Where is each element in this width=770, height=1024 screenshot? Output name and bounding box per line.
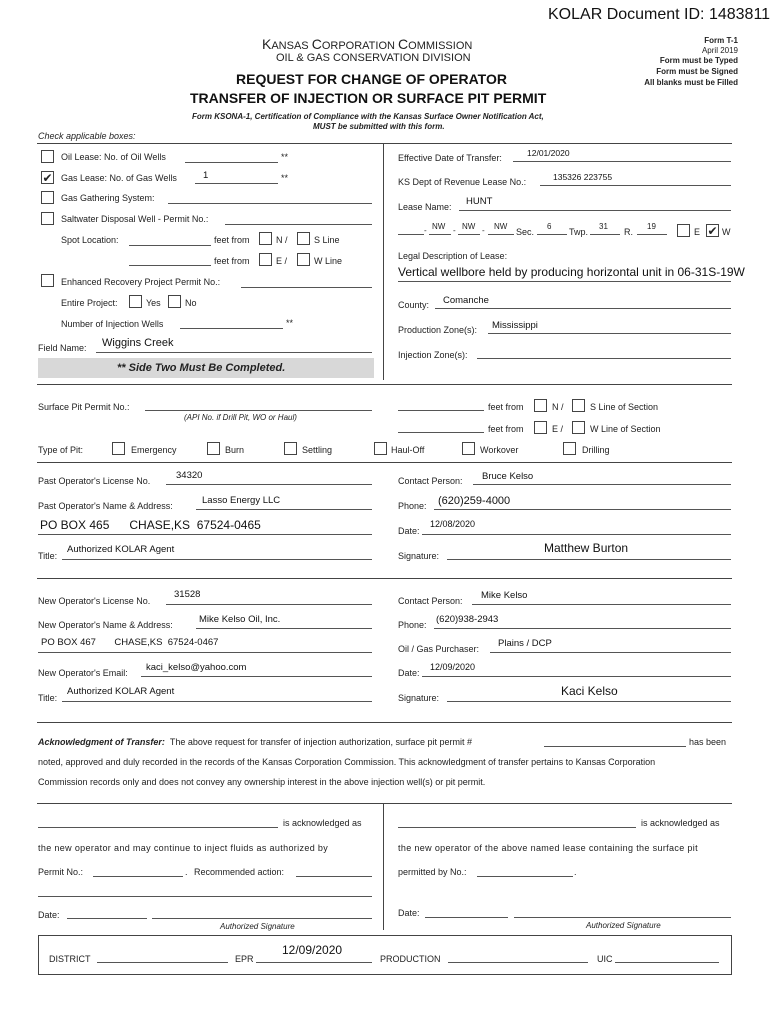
sec-value[interactable]: 6	[547, 222, 552, 231]
division-name: OIL & GAS CONSERVATION DIVISION	[276, 52, 471, 64]
form-title-1: REQUEST FOR CHANGE OF OPERATOR	[236, 71, 507, 87]
gas-gathering-checkbox[interactable]	[41, 191, 54, 204]
production-zone-underline	[488, 333, 731, 334]
legal-description-underline	[398, 281, 731, 282]
pit-type-burn-label: Burn	[225, 445, 245, 455]
past-name-underline	[196, 509, 372, 510]
quarter-1-underline	[429, 234, 451, 235]
past-signature-label: Signature:	[398, 551, 440, 561]
past-phone-value[interactable]: (620)259-4000	[438, 495, 511, 507]
pit-type-settling-checkbox[interactable]	[284, 442, 297, 455]
right-auth-signature-label: Authorized Signature	[586, 921, 661, 930]
purchaser-underline	[490, 652, 731, 653]
past-license-label: Past Operator's License No.	[38, 476, 151, 486]
past-phone-label: Phone:	[398, 501, 427, 511]
past-license-value[interactable]: 34320	[176, 470, 203, 481]
pit-type-hauloff-checkbox[interactable]	[374, 442, 387, 455]
section-divider	[37, 803, 732, 804]
new-signature-value[interactable]: Kaci Kelso	[561, 684, 618, 698]
new-license-value[interactable]: 31528	[174, 589, 201, 600]
qqq-blank[interactable]	[398, 234, 424, 235]
new-license-underline	[166, 604, 372, 605]
lease-name-underline	[459, 210, 731, 211]
new-signature-underline	[447, 701, 731, 702]
side-two-note: ** Side Two Must Be Completed.	[117, 362, 286, 374]
past-license-underline	[166, 484, 372, 485]
range-w-checkbox[interactable]	[706, 224, 719, 237]
pit-type-burn-checkbox[interactable]	[207, 442, 220, 455]
agency-name: KANSAS CORPORATION COMMISSION	[262, 36, 473, 52]
pit-type-drilling-label: Drilling	[582, 445, 610, 455]
ksdr-lease-label: KS Dept of Revenue Lease No.:	[398, 177, 527, 187]
twp-label: Twp.	[569, 227, 589, 237]
past-phone-underline	[434, 509, 731, 510]
past-date-label: Date:	[398, 526, 420, 536]
production-field[interactable]	[448, 962, 588, 963]
past-contact-value[interactable]: Bruce Kelso	[482, 471, 534, 482]
effective-date-underline	[513, 161, 731, 162]
recommended-action-field[interactable]	[296, 876, 372, 877]
spot-w-label: W Line	[314, 256, 343, 266]
legal-description-value[interactable]: Vertical wellbore held by producing horizontal unit in 06-31S-19W	[398, 265, 745, 279]
spot-ew-feet-field[interactable]	[129, 265, 211, 266]
uic-label: UIC	[597, 954, 613, 964]
past-title-value[interactable]: Authorized KOLAR Agent	[67, 544, 175, 555]
gas-wells-field[interactable]	[195, 183, 278, 184]
past-signature-value[interactable]: Matthew Burton	[544, 541, 629, 555]
production-label: PRODUCTION	[380, 954, 441, 964]
eor-label: Enhanced Recovery Project Permit No.:	[61, 277, 221, 287]
eor-checkbox[interactable]	[41, 274, 54, 287]
county-label: County:	[398, 300, 430, 310]
pit-feet-from-1: feet from	[488, 402, 524, 412]
injection-zone-field[interactable]	[477, 358, 731, 359]
oil-wells-field[interactable]	[185, 162, 278, 163]
gas-gathering-label: Gas Gathering System:	[61, 193, 155, 203]
gas-lease-label: Gas Lease: No. of Gas Wells	[61, 173, 177, 183]
range-value[interactable]: 19	[647, 222, 656, 231]
pit-type-hauloff-label: Haul-Off	[391, 445, 425, 455]
pit-ns-feet-field[interactable]	[398, 410, 484, 411]
pit-feet-from-2: feet from	[488, 424, 524, 434]
past-date-value[interactable]: 12/08/2020	[430, 519, 476, 529]
new-contact-value[interactable]: Mike Kelso	[481, 590, 528, 601]
new-email-underline	[141, 676, 372, 677]
lease-name-label: Lease Name:	[398, 202, 452, 212]
left-date-field[interactable]	[67, 918, 147, 919]
pit-permit-label: Surface Pit Permit No.:	[38, 402, 130, 412]
ack-paragraph-1: Acknowledgment of Transfer: The above request for transfer of injection authorization, surface pit permit #	[38, 737, 473, 747]
past-signature-underline	[447, 559, 731, 560]
spot-n-checkbox[interactable]	[259, 232, 272, 245]
spot-n-label: N /	[276, 235, 288, 245]
legal-description-label: Legal Description of Lease:	[398, 251, 508, 261]
section-divider	[37, 143, 732, 144]
county-underline	[435, 308, 731, 309]
left-permit-label: Permit No.:	[38, 867, 84, 877]
ksdr-lease-value[interactable]: 135326 223755	[553, 172, 613, 182]
entire-project-yes-label: Yes	[146, 298, 161, 308]
ack-has-been: has been	[689, 737, 727, 747]
oil-lease-label: Oil Lease: No. of Oil Wells	[61, 152, 166, 162]
recommended-action-label: Recommended action:	[194, 867, 285, 877]
ksdr-lease-underline	[540, 185, 731, 186]
range-underline	[637, 234, 667, 235]
new-contact-underline	[472, 604, 731, 605]
pit-n-checkbox[interactable]	[534, 399, 547, 412]
spot-feet-from-1: feet from	[214, 235, 250, 245]
check-boxes-label: Check applicable boxes:	[38, 131, 136, 141]
spot-e-label: E /	[276, 256, 288, 266]
past-address-underline	[38, 534, 372, 535]
pit-type-settling-label: Settling	[302, 445, 333, 455]
form-note-signed: Form must be Signed	[656, 67, 738, 76]
past-title-label: Title:	[38, 551, 58, 561]
twp-underline	[590, 234, 620, 235]
spot-s-checkbox[interactable]	[297, 232, 310, 245]
recommended-action-line-2[interactable]	[38, 896, 372, 897]
injection-wells-label: Number of Injection Wells	[61, 319, 164, 329]
left-ack-name-field[interactable]	[38, 827, 278, 828]
pit-ew-feet-field[interactable]	[398, 432, 484, 433]
column-divider	[383, 143, 384, 380]
effective-date-label: Effective Date of Transfer:	[398, 153, 502, 163]
quarter-2-underline	[458, 234, 480, 235]
new-phone-value[interactable]: (620)938-2943	[436, 614, 499, 625]
gas-lease-checkbox[interactable]	[41, 171, 54, 184]
lease-name-value[interactable]: HUNT	[466, 196, 493, 207]
left-auth-signature-line[interactable]	[152, 918, 372, 919]
spot-location-label: Spot Location:	[61, 235, 119, 245]
ack-paragraph-2: noted, approved and duly recorded in the records of the Kansas Corporation Commission. This acknowledgment of transfer pertains to Kansas Corporation	[38, 757, 656, 767]
twp-value[interactable]: 31	[599, 222, 608, 231]
epr-date-value[interactable]: 12/09/2020	[282, 943, 343, 957]
epr-underline	[256, 962, 372, 963]
spot-ns-feet-field[interactable]	[129, 245, 211, 246]
pit-type-emergency-label: Emergency	[131, 445, 177, 455]
pit-s-label: S Line of Section	[590, 402, 659, 412]
pit-permit-field[interactable]	[145, 410, 372, 411]
form-note-typed: Form must be Typed	[659, 56, 738, 65]
past-name-label: Past Operator's Name & Address:	[38, 501, 173, 511]
new-name-value[interactable]: Mike Kelso Oil, Inc.	[199, 614, 281, 625]
new-title-label: Title:	[38, 693, 58, 703]
injection-zone-label: Injection Zone(s):	[398, 350, 468, 360]
left-ack-text: the new operator and may continue to inject fluids as authorized by	[38, 843, 329, 853]
period: .	[185, 867, 188, 877]
dash-3: -	[482, 226, 485, 235]
form-date: April 2019	[701, 46, 738, 55]
range-e-checkbox[interactable]	[677, 224, 690, 237]
quarter-3[interactable]: NW	[494, 222, 508, 231]
right-ack-name-field[interactable]	[398, 827, 636, 828]
right-ack-text: the new operator of the above named lease containing the surface pit	[398, 843, 698, 853]
new-phone-label: Phone:	[398, 620, 427, 630]
swd-checkbox[interactable]	[41, 212, 54, 225]
field-name-underline	[96, 352, 372, 353]
left-date-label: Date:	[38, 910, 60, 920]
right-ack-label: is acknowledged as	[641, 818, 720, 828]
sec-label: Sec.	[516, 227, 535, 237]
permitted-by-field[interactable]	[477, 876, 573, 877]
form-subtitle-1: Form KSONA-1, Certification of Compliance with the Kansas Surface Owner Notification Act,	[192, 112, 544, 121]
new-name-label: New Operator's Name & Address:	[38, 620, 173, 630]
dash-1: -	[424, 226, 427, 235]
spot-s-label: S Line	[314, 235, 340, 245]
production-zone-label: Production Zone(s):	[398, 325, 478, 335]
right-date-label: Date:	[398, 908, 420, 918]
pit-e-label: E /	[552, 424, 564, 434]
epr-label: EPR	[235, 954, 254, 964]
checkmark-icon: ✔	[707, 224, 718, 238]
new-date-value[interactable]: 12/09/2020	[430, 662, 476, 672]
new-email-value[interactable]: kaci_kelso@yahoo.com	[146, 662, 247, 673]
column-divider	[383, 803, 384, 930]
right-date-field[interactable]	[425, 917, 508, 918]
form-number: Form T-1	[704, 36, 738, 45]
left-ack-label: is acknowledged as	[283, 818, 362, 828]
form-note-filled: All blanks must be Filled	[644, 78, 738, 87]
pit-type-drilling-checkbox[interactable]	[563, 442, 576, 455]
checkmark-icon: ✔	[42, 171, 53, 185]
pit-w-label: W Line of Section	[590, 424, 661, 434]
dash-2: -	[453, 226, 456, 235]
field-name-label: Field Name:	[38, 343, 87, 353]
range-w-label: W	[722, 227, 731, 237]
pit-permit-sublabel: (API No. if Drill Pit, WO or Haul)	[184, 413, 297, 422]
pit-w-checkbox[interactable]	[572, 421, 585, 434]
past-contact-label: Contact Person:	[398, 476, 463, 486]
uic-field[interactable]	[615, 962, 719, 963]
left-auth-signature-label: Authorized Signature	[220, 922, 295, 931]
past-date-underline	[422, 534, 731, 535]
pit-type-workover-checkbox[interactable]	[462, 442, 475, 455]
swd-permit-field[interactable]	[225, 224, 372, 225]
quarter-2[interactable]: NW	[462, 222, 476, 231]
effective-date-value[interactable]: 12/01/2020	[527, 148, 570, 158]
new-email-label: New Operator's Email:	[38, 668, 128, 678]
injection-wells-field[interactable]	[180, 328, 283, 329]
right-auth-signature-line[interactable]	[514, 917, 731, 918]
new-contact-label: Contact Person:	[398, 596, 463, 606]
district-field[interactable]	[97, 962, 228, 963]
gas-gathering-field[interactable]	[168, 203, 372, 204]
spot-w-checkbox[interactable]	[297, 253, 310, 266]
past-title-underline	[62, 559, 372, 560]
section-divider	[37, 578, 732, 579]
period: .	[574, 867, 577, 877]
form-title-2: TRANSFER OF INJECTION OR SURFACE PIT PERMIT	[190, 90, 547, 106]
eor-permit-field[interactable]	[241, 287, 372, 288]
entire-project-no-checkbox[interactable]	[168, 295, 181, 308]
form-subtitle-2: MUST be submitted with this form.	[313, 122, 445, 131]
new-name-underline	[196, 628, 372, 629]
new-title-underline	[62, 701, 372, 702]
ack-permit-field[interactable]	[544, 746, 686, 747]
county-value[interactable]: Comanche	[443, 295, 489, 306]
quarter-3-underline	[488, 234, 514, 235]
past-name-value[interactable]: Lasso Energy LLC	[202, 495, 281, 506]
past-address-value[interactable]: PO BOX 465 CHASE,KS 67524-0465	[40, 518, 261, 532]
pit-s-checkbox[interactable]	[572, 399, 585, 412]
entire-project-no-label: No	[185, 298, 197, 308]
spot-e-checkbox[interactable]	[259, 253, 272, 266]
spot-feet-from-2: feet from	[214, 256, 250, 266]
new-address-underline	[38, 652, 372, 653]
document-id: KOLAR Document ID: 1483811	[548, 6, 770, 23]
left-permit-field[interactable]	[93, 876, 183, 877]
gas-wells-stars: **	[281, 173, 289, 183]
swd-label: Saltwater Disposal Well - Permit No.:	[61, 214, 209, 224]
entire-project-yes-checkbox[interactable]	[129, 295, 142, 308]
range-e-label: E	[694, 227, 701, 237]
past-contact-underline	[473, 484, 731, 485]
sec-underline	[537, 234, 567, 235]
quarter-1[interactable]: NW	[432, 222, 446, 231]
ack-paragraph-3: Commission records only and does not convey any ownership interest in the above injection well(s) or pit permit.	[38, 777, 486, 787]
new-signature-label: Signature:	[398, 693, 440, 703]
oil-wells-stars: **	[281, 152, 289, 162]
section-divider	[37, 384, 732, 385]
new-address-value[interactable]: PO BOX 467 CHASE,KS 67524-0467	[41, 637, 219, 648]
pit-n-label: N /	[552, 402, 564, 412]
new-license-label: New Operator's License No.	[38, 596, 151, 606]
entire-project-label: Entire Project:	[61, 298, 118, 308]
purchaser-value[interactable]: Plains / DCP	[498, 638, 552, 649]
new-date-underline	[422, 676, 731, 677]
injection-wells-stars: **	[286, 318, 294, 328]
pit-type-emergency-checkbox[interactable]	[112, 442, 125, 455]
section-divider	[37, 462, 732, 463]
new-date-label: Date:	[398, 668, 420, 678]
new-phone-underline	[434, 628, 731, 629]
gas-wells-count[interactable]: 1	[203, 170, 209, 181]
purchaser-label: Oil / Gas Purchaser:	[398, 644, 480, 654]
range-label: R.	[624, 227, 633, 237]
section-divider	[37, 722, 732, 723]
pit-e-checkbox[interactable]	[534, 421, 547, 434]
oil-lease-checkbox[interactable]	[41, 150, 54, 163]
pit-type-label: Type of Pit:	[38, 445, 84, 455]
permitted-by-label: permitted by No.:	[398, 867, 467, 877]
pit-type-workover-label: Workover	[480, 445, 519, 455]
field-name-value[interactable]: Wiggins Creek	[102, 337, 174, 349]
new-title-value[interactable]: Authorized KOLAR Agent	[67, 686, 175, 697]
district-label: DISTRICT	[49, 954, 91, 964]
production-zone-value[interactable]: Mississippi	[492, 320, 538, 331]
